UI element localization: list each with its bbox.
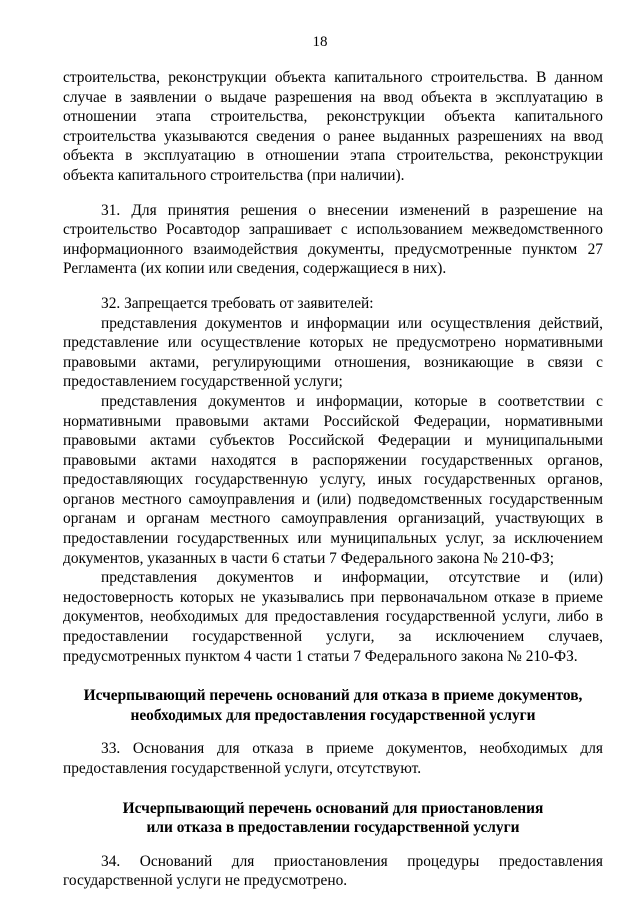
section-heading-suspension-line-2: или отказа в предоставлении государственной услуги [146, 819, 520, 837]
paragraph-32-item-1: представления документов и информации или осуществления действий, представление или осуществление которых не предусмотрено нормативными правовыми актами, регулирующими отношения, возникающие в связи с предоставлением государственной услуги; [63, 314, 603, 391]
section-heading-refusal-line-2: необходимых для предоставления государственной услуги [130, 706, 536, 724]
paragraph-32-item-3: представления документов и информации, отсутствие и (или) недостоверность которых не указывались при первоначальном отказе в приеме документов, необходимых для предоставления государственной услуги, либо в предоставлении государственной услуги, за исключением случаев, предусмотренных пунктом 4 части 1 статьи 7 Федерального закона № 210-ФЗ. [63, 569, 603, 665]
document-body [63, 68, 603, 891]
section-heading-suspension [63, 799, 603, 838]
section-heading-refusal [63, 686, 603, 725]
section-heading-suspension-line-1: Исчерпывающий перечень оснований для приостановления [122, 799, 544, 817]
paragraph-31: 31. Для принятия решения о внесении изменений в разрешение на строительство Росавтодор запрашивает с использованием межведомственного информационного взаимодействия документы, предусмотренные пунктом 27 Регламента (их копии или сведения, содержащиеся в них). [63, 201, 603, 278]
paragraph-32-item-2: представления документов и информации, которые в соответствии с нормативными правовыми актами Российской Федерации, нормативными правовыми актами субъектов Российской Федерации и муниципальными правовыми актами находятся в распоряжении государственных органов, предоставляющих государственную услугу, иных государственных органов, органов местного самоуправления и (или) подведомственных государственным органам и органам местного самоуправления организаций, участвующих в предоставлении государственных или муниципальных услуг, за исключением документов, указанных в части 6 статьи 7 Федерального закона № 210-ФЗ; [63, 392, 603, 567]
page-number: 18 [312, 34, 328, 50]
paragraph-continuation: строительства, реконструкции объекта капитального строительства. В данном случае в заявлении о выдаче разрешения на ввод объекта в эксплуатацию в отношении этапа строительства, реконструкции объекта капитального строительства указываются сведения о ранее выданных разрешениях на ввод объекта в эксплуатацию в отношении этапа строительства, реконструкции объекта капитального строительства (при наличии). [63, 69, 603, 184]
paragraph-34: 34. Оснований для приостановления процедуры предоставления государственной услуги не предусмотрено. [63, 852, 603, 890]
paragraph-32: 32. Запрещается требовать от заявителей: [101, 294, 374, 312]
paragraph-33: 33. Основания для отказа в приеме документов, необходимых для предоставления государственной услуги, отсутствуют. [63, 740, 603, 777]
section-heading-refusal-line-1: Исчерпывающий перечень оснований для отказа в приеме документов, [83, 687, 583, 705]
